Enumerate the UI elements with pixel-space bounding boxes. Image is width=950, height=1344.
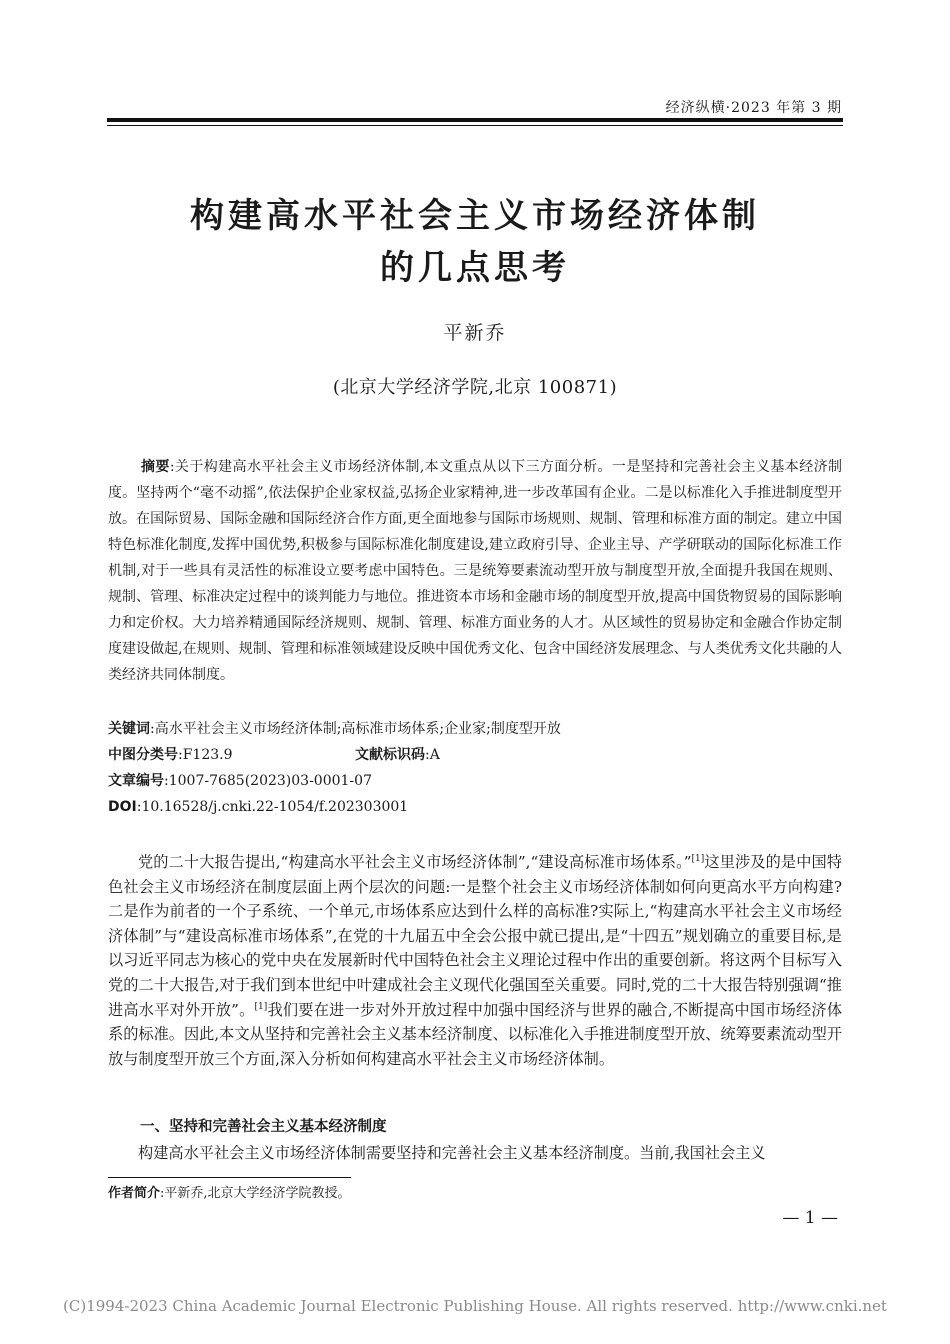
author-affiliation: (北京大学经济学院,北京 100871)	[332, 377, 618, 398]
keywords-label: 关键词	[108, 721, 150, 737]
footnote-label: 作者简介	[108, 1186, 161, 1201]
classification: 中图分类号:F123.9 文献标识码:A	[108, 742, 842, 768]
citation-ref[interactable]: [1]	[254, 1001, 268, 1012]
copyright-notice: (C)1994-2023 China Academic Journal Electronic Publishing House. All rights reserved. http://www.cnki.net	[63, 1297, 887, 1315]
document-code-value: A	[429, 747, 440, 763]
footnote-rule	[108, 1177, 351, 1178]
document-code: 文献标识码:A	[355, 747, 440, 763]
doi-label: DOI	[108, 799, 137, 815]
article-number-value: 1007-7685(2023)03-0001-07	[168, 773, 372, 789]
article-number-label: 文章编号	[108, 773, 164, 789]
article-title-line2: 的几点思考	[380, 248, 570, 288]
abstract-text: 关于构建高水平社会主义市场经济体制,本文重点从以下三方面分析。一是坚持和完善社会主义基本经济制度。坚持两个“毫不动摇”,依法保护企业家权益,弘扬企业家精神,进一步改革国有企业。二是以标准化入手推进制度型开放。在国际贸易、国际金融和国际经济合作方面,更全面地参与国际市场规则、规制、管理和标准方面的制定。建立中国特色标准化制度,发挥中国优势,积极参与国际标准化制度建设,建立政府引导、企业主导、产学研联动的国际化标准工作机制,对于一些具有灵活性的标准设立要考虑中国特色。三是统筹要素流动型开放与制度型开放,全面提升我国在规则、规制、管理、标准决定过程中的谈判能力与地位。推进资本市场和金融市场的制度型开放,提高中国货物贸易的国际影响力和定价权。大力培养精通国际经济规则、规制、管理、标准方面业务的人才。从区域性的贸易协定和金融合作协定制度建设做起,在规则、规制、管理和标准领域建设反映中国优秀文化、包含中国经济发展理念、与人类优秀文化共融的人类经济共同体制度。	[108, 459, 842, 683]
paragraph-text: 党的二十大报告提出,“构建高水平社会主义市场经济体制”,“建设高标准市场体系。”	[138, 853, 692, 871]
header-rule-thin	[107, 125, 843, 126]
page-number: — 1 —	[782, 1208, 838, 1228]
keywords-text: 高水平社会主义市场经济体制;高标准市场体系;企业家;制度型开放	[154, 721, 561, 737]
doi: DOI:10.16528/j.cnki.22-1054/f.202303001	[108, 799, 409, 815]
document-code-label: 文献标识码	[355, 747, 425, 763]
footnote-text: 平新乔,北京大学经济学院教授。	[164, 1186, 351, 1201]
body-paragraph-2: 构建高水平社会主义市场经济体制需要坚持和完善社会主义基本经济制度。当前,我国社会主义	[138, 1144, 766, 1162]
article-number: 文章编号:1007-7685(2023)03-0001-07	[108, 773, 372, 789]
doi-value: 10.16528/j.cnki.22-1054/f.202303001	[141, 799, 409, 815]
classification-label: 中图分类号	[108, 747, 178, 763]
body-paragraph-1	[108, 850, 842, 1071]
classification-code: F123.9	[182, 747, 233, 763]
keywords: 关键词:高水平社会主义市场经济体制;高标准市场体系;企业家;制度型开放	[108, 721, 561, 737]
author-footnote: 作者简介:平新乔,北京大学经济学院教授。	[108, 1186, 351, 1201]
paragraph-text: 我们要在进一步对外开放过程中加强中国经济与世界的融合,不断提高中国市场经济体系的标准。因此,本文从坚持和完善社会主义基本经济制度、以标准化入手推进制度型开放、统筹要素流动型开放与制度型开放三个方面,深入分析如何构建高水平社会主义市场经济体制。	[108, 1000, 843, 1068]
section-heading: 一、坚持和完善社会主义基本经济制度	[140, 1119, 387, 1135]
paragraph-text: 这里涉及的是中国特色社会主义市场经济在制度层面上两个层次的问题:一是整个社会主义市场经济体制如何向更高水平方向构建?二是作为前者的一个子系统、一个单元,市场体系应达到什么样的高标准?实际上,“构建高水平社会主义市场经济体制”与“建设高标准市场体系”,在党的十九届五中全会公报中就已提出,是“十四五”规划确立的重要目标,是以习近平同志为核心的党中央在发展新时代中国特色社会主义理论过程中作出的重要创新。将这两个目标写入党的二十大报告,对于我们到本世纪中叶建成社会主义现代化强国至关重要。同时,党的二十大报告特别强调“推进高水平对外开放”。	[108, 853, 842, 1019]
author-name: 平新乔	[443, 322, 507, 344]
header-rule-thick	[107, 118, 843, 122]
running-head: 经济纵横·2023 年第 3 期	[665, 100, 842, 116]
abstract: 摘要:关于构建高水平社会主义市场经济体制,本文重点从以下三方面分析。一是坚持和完善社会主义基本经济制度。坚持两个“毫不动摇”,依法保护企业家权益,弘扬企业家精神,进一步改革国有企业。二是以标准化入手推进制度型开放。在国际贸易、国际金融和国际经济合作方面,更全面地参与国际市场规则、规制、管理和标准方面的制定。建立中国特色标准化制度,发挥中国优势,积极参与国际标准化制度建设,建立政府引导、企业主导、产学研联动的国际化标准工作机制,对于一些具有灵活性的标准设立要考虑中国特色。三是统筹要素流动型开放与制度型开放,全面提升我国在规则、规制、管理、标准决定过程中的谈判能力与地位。推进资本市场和金融市场的制度型开放,提高中国货物贸易的国际影响力和定价权。大力培养精通国际经济规则、规制、管理、标准方面业务的人才。从区域性的贸易协定和金融合作协定制度建设做起,在规则、规制、管理和标准领域建设反映中国优秀文化、包含中国经济发展理念、与人类优秀文化共融的人类经济共同体制度。	[108, 459, 842, 683]
article-title-line1: 构建高水平社会主义市场经济体制	[190, 196, 760, 236]
abstract-label: 摘要	[141, 459, 170, 475]
citation-ref[interactable]: [1]	[691, 854, 705, 864]
